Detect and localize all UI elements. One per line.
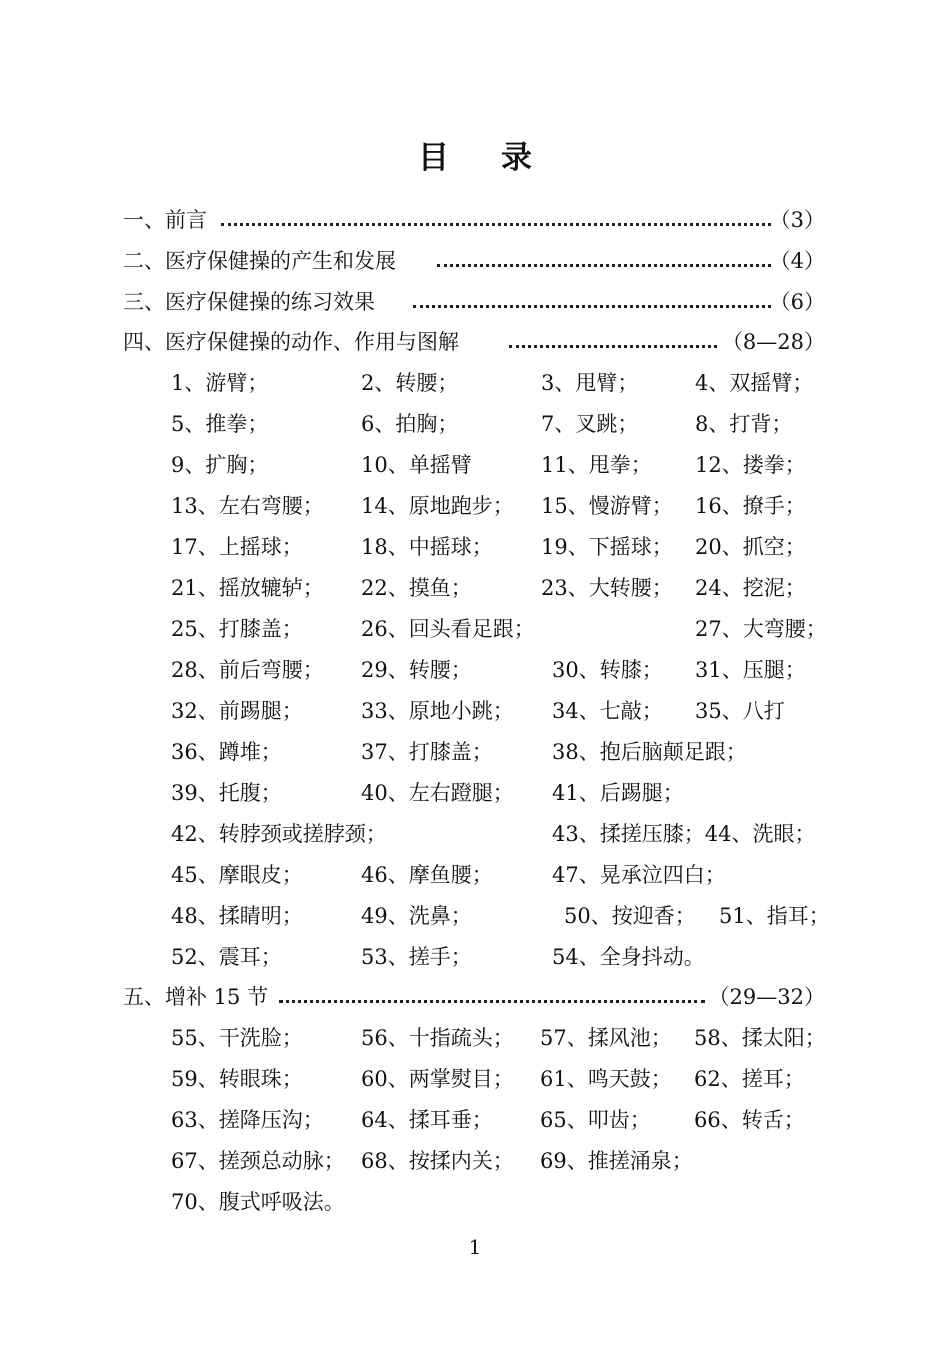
toc-item[interactable]: 30、转膝； — [552, 658, 663, 682]
toc-section-2[interactable] — [123, 246, 825, 276]
toc-item[interactable]: 9、扩胸； — [171, 453, 269, 477]
toc-item[interactable]: 46、摩鱼腰； — [361, 863, 493, 887]
page-title — [0, 132, 950, 177]
toc-item[interactable]: 42、转脖颈或搓脖颈； — [171, 822, 387, 846]
toc-item[interactable]: 39、托腹； — [171, 781, 282, 805]
toc-item[interactable]: 13、左右弯腰； — [171, 494, 324, 518]
toc-item[interactable]: 51、指耳； — [719, 904, 830, 928]
toc-item[interactable]: 43、揉搓压膝；44、洗眼； — [552, 822, 816, 846]
toc-section-1[interactable] — [123, 205, 825, 235]
toc-section-label: 三、医疗保健操的练习效果 — [123, 290, 375, 314]
toc-item[interactable]: 24、挖泥； — [695, 576, 806, 600]
toc-item[interactable]: 33、原地小跳； — [361, 699, 514, 723]
toc-item[interactable]: 12、搂拳； — [695, 453, 806, 477]
toc-item[interactable]: 27、大弯腰； — [695, 617, 827, 641]
toc-item[interactable]: 48、揉睛明； — [171, 904, 303, 928]
toc-leader-dots — [437, 264, 771, 267]
toc-page-ref: （29—32） — [708, 985, 825, 1009]
toc-item[interactable]: 4、双摇臂； — [695, 371, 814, 395]
toc-item[interactable]: 52、震耳； — [171, 945, 282, 969]
toc-item[interactable]: 61、鸣天鼓； — [540, 1067, 672, 1091]
toc-item[interactable]: 41、后踢腿； — [552, 781, 684, 805]
toc-item[interactable]: 65、叩齿； — [540, 1108, 651, 1132]
toc-section-label: 四、医疗保健操的动作、作用与图解 — [123, 330, 459, 354]
toc-item[interactable]: 18、中摇球； — [361, 535, 493, 559]
toc-item[interactable]: 69、推搓涌泉； — [540, 1149, 693, 1173]
toc-item[interactable]: 60、两掌熨目； — [361, 1067, 514, 1091]
toc-section-4[interactable] — [123, 327, 825, 357]
toc-item[interactable]: 50、按迎香； — [564, 904, 696, 928]
toc-item[interactable]: 40、左右蹬腿； — [361, 781, 514, 805]
toc-item[interactable]: 64、揉耳垂； — [361, 1108, 493, 1132]
toc-item[interactable]: 3、甩臂； — [541, 371, 639, 395]
toc-leader-dots — [509, 345, 717, 348]
toc-item[interactable]: 19、下摇球； — [541, 535, 673, 559]
toc-item[interactable]: 63、搓降压沟； — [171, 1108, 324, 1132]
toc-item[interactable]: 17、上摇球； — [171, 535, 303, 559]
toc-item[interactable]: 68、按揉内关； — [361, 1149, 514, 1173]
toc-item[interactable]: 2、转腰； — [361, 371, 459, 395]
toc-item[interactable]: 26、回头看足跟； — [361, 617, 535, 641]
toc-item[interactable]: 11、甩拳； — [541, 453, 652, 477]
title-char-2: 录 — [501, 140, 532, 176]
toc-item[interactable]: 29、转腰； — [361, 658, 472, 682]
toc-item[interactable]: 8、打背； — [695, 412, 793, 436]
page-number: 1 — [468, 1235, 482, 1259]
toc-item[interactable]: 36、蹲堆； — [171, 740, 282, 764]
toc-item[interactable]: 53、搓手； — [361, 945, 472, 969]
toc-section-label: 一、前言 — [123, 208, 207, 232]
toc-item[interactable]: 70、腹式呼吸法。 — [171, 1190, 345, 1214]
toc-item[interactable]: 25、打膝盖； — [171, 617, 303, 641]
toc-item[interactable]: 66、转舌； — [694, 1108, 805, 1132]
toc-item[interactable]: 35、八打 — [695, 699, 785, 723]
toc-item[interactable]: 20、抓空； — [695, 535, 806, 559]
toc-item[interactable]: 54、全身抖动。 — [552, 945, 705, 969]
toc-item[interactable]: 7、叉跳； — [541, 412, 639, 436]
toc-item[interactable]: 23、大转腰； — [541, 576, 673, 600]
toc-leader-dots — [221, 223, 771, 226]
toc-leader-dots — [413, 305, 771, 308]
toc-item[interactable]: 55、干洗脸； — [171, 1026, 303, 1050]
toc-item[interactable]: 14、原地跑步； — [361, 494, 514, 518]
toc-item[interactable]: 5、推拳； — [171, 412, 269, 436]
toc-item[interactable]: 47、晃承泣四白； — [552, 863, 726, 887]
toc-item[interactable]: 49、洗鼻； — [361, 904, 472, 928]
toc-page-ref: （8—28） — [721, 330, 825, 354]
toc-section-label: 五、增补 15 节 — [123, 985, 269, 1009]
toc-section-5[interactable] — [123, 982, 825, 1012]
toc-item[interactable]: 67、搓颈总动脉； — [171, 1149, 345, 1173]
toc-page-ref: （4） — [769, 249, 825, 273]
toc-item[interactable]: 56、十指疏头； — [361, 1026, 514, 1050]
toc-page-ref: （6） — [769, 290, 825, 314]
toc-item[interactable]: 57、揉风池； — [540, 1026, 672, 1050]
toc-item[interactable]: 1、游臂； — [171, 371, 269, 395]
toc-item[interactable]: 31、压腿； — [695, 658, 806, 682]
toc-leader-dots — [279, 1000, 705, 1003]
toc-page-ref: （3） — [769, 208, 825, 232]
toc-section-label: 二、医疗保健操的产生和发展 — [123, 249, 396, 273]
toc-item[interactable]: 10、单摇臂 — [361, 453, 472, 477]
toc-item[interactable]: 37、打膝盖； — [361, 740, 493, 764]
toc-item[interactable]: 59、转眼珠； — [171, 1067, 303, 1091]
toc-item[interactable]: 62、搓耳； — [694, 1067, 805, 1091]
toc-item[interactable]: 38、抱后脑颠足跟； — [552, 740, 747, 764]
toc-item[interactable]: 16、撩手； — [695, 494, 806, 518]
toc-section-3[interactable] — [123, 287, 825, 317]
toc-item[interactable]: 21、摇放辘轳； — [171, 576, 324, 600]
toc-item[interactable]: 28、前后弯腰； — [171, 658, 324, 682]
toc-item[interactable]: 15、慢游臂； — [541, 494, 673, 518]
toc-item[interactable]: 6、拍胸； — [361, 412, 459, 436]
toc-item[interactable]: 32、前踢腿； — [171, 699, 303, 723]
toc-item[interactable]: 58、揉太阳； — [694, 1026, 826, 1050]
title-char-1: 目 — [418, 140, 449, 176]
toc-item[interactable]: 34、七敲； — [552, 699, 663, 723]
toc-item[interactable]: 22、摸鱼； — [361, 576, 472, 600]
toc-item[interactable]: 45、摩眼皮； — [171, 863, 303, 887]
